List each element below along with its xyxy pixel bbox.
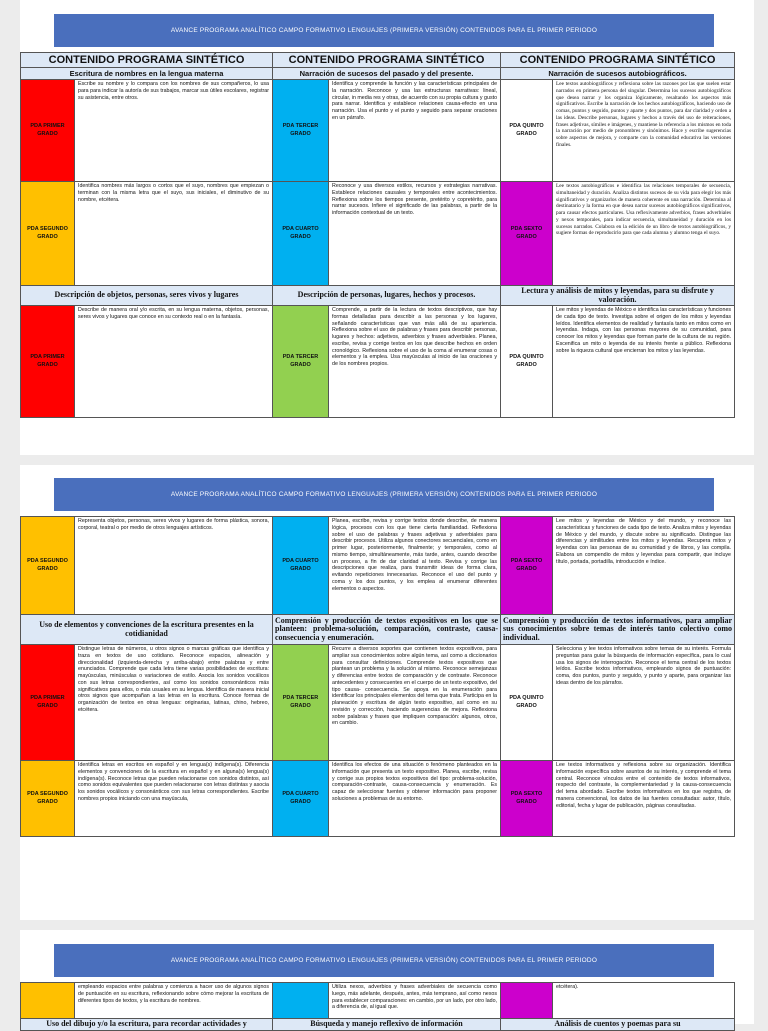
pda-text: Recurre a diversos soportes que contienen textos expositivos, para ampliar sus conocimientos sobre algún tema, así como a diccionarios para consultar definiciones. Comprende textos expositivos que plantean un problema y la solución al mismo. Reconoce semejanzas y diferencias entre textos de comparación y de contraste. Reconoce antecedentes y consecuentes en el cuerpo de un texto expositivo, del tipo causa- consecuencia. Se apoya en la enumeración para identificar los principales elementos del tema que trata. Participa en la planeación y escritura de algún texto expositivo, así como en su revisión y corrección, haciendo sugerencias de mejora. Reflexiona sobre palabras y frases que impliquen comparación: algunos, otros, en cambio. <box>329 645 501 761</box>
content-table-1 <box>20 52 735 418</box>
pda-text: Planea, escribe, revisa y corrige textos donde describe, de manera lógica, procesos con los que tiene cierta familiaridad. Reflexiona sobre el uso de palabras y frases adjetivas y adverbiales para describir procesos. Utiliza algunos conectores secuenciales, como en primer lugar, posteriormente, finalmente; y temporales, como al mismo tiempo, simultáneamente, más tarde, antes, cuando describe un proceso, a fin de dar claridad al texto. Revisa y corrige las descripciones que realiza, para transmitir ideas de forma clara, evitando repeticiones innecesarias. Reconoce el uso del punto y coma y los dos puntos, y los emplea al enumerar diferentes elementos o aspectos. <box>329 517 501 615</box>
pda-label: PDA QUINTO GRADO <box>501 306 553 418</box>
pda-label: PDA SEXTO GRADO <box>501 517 553 615</box>
pda-text: Reconoce y usa diversos estilos, recursos y estrategias narrativas. Establece relaciones causales y temporales entre acontecimientos. Reflexiona sobre los tiempos presente, pretérito y copretérito, para narrar sucesos. Infiere el significado de las palabras, a partir de la información contextual de un texto. <box>329 182 501 286</box>
pda-text: empleando espacios entre palabras y comienza a hacer uso de algunos signos de puntuación en su escritura, reflexionando sobre cómo mejorar la escritura de diferentes tipos de textos, y la escritura de nombres. <box>75 983 273 1019</box>
pda-text: Identifica los efectos de una situación o fenómeno planteados en la información que presenta un texto expositivo. Planea, escribe, revisa y corrige sus propios textos expositivos del tipo: problema-solución, comparación-contraste, causa-consecuencia y enumeración. Es capaz de seleccionar fuentes y obtener información para proponer soluciones a problemas de su entorno. <box>329 761 501 837</box>
page-banner: AVANCE PROGRAMA ANALÍTICO CAMPO FORMATIVO LENGUAJES (PRIMERA VERSIÓN) CONTENIDOS PARA EL PRIMER PERIODO <box>54 478 714 511</box>
pda-text: Utiliza nexos, adverbios y frases adverbiales de secuencia como luego, más adelante, después, antes, más temprano, así como nexos para establecer comparaciones: en cambio, por un lado, por otro lado, a diferencia de, al igual que. <box>329 983 501 1019</box>
content-title: Análisis de cuentos y poemas para su <box>501 1019 735 1031</box>
pda-label: PDA TERCER GRADO <box>273 645 329 761</box>
pda-label: PDA SEGUNDO GRADO <box>21 517 75 615</box>
pda-color-cell <box>501 983 553 1019</box>
pda-label: PDA SEXTO GRADO <box>501 182 553 286</box>
pda-text: Lee textos autobiográficos e identifica las relaciones temporales de secuencia, simultaneidad y duración. Analiza distintos sucesos de su vida para elegir los más significativos y organizarlos de manera coherente en una narración. Determina al destinatario y la forma en que desea narrar sucesos autobiográficos significativos, para causar efectos particulares. Usa reflexivamente adverbios, frases adverbiales y nexos temporales, para indicar secuencia, simultaneidad y duración en los sucesos narrados. Colabora en la edición de un libro de textos autobiográficos, y sugiere formas de reproducirlo para que cada alumna y alumno tenga el suyo. <box>553 182 735 286</box>
pda-label: PDA QUINTO GRADO <box>501 645 553 761</box>
content-subheader: Escritura de nombres en la lengua materna <box>21 68 273 80</box>
pda-text: Lee mitos y leyendas de México y del mundo, y reconoce las características y funciones de cada tipo de texto. Analiza mitos y leyendas de México y del mundo, y discute sobre su significado. Distingue las diferencias y similitudes entre los mitos y leyendas. Recupera mitos y leyendas con las personas de su comunidad y de libros, y las compila. Elabora un compendio de mitos y leyendas para compartir, que incluye título, portada, portadilla, introducción e índice. <box>553 517 735 615</box>
pda-label: PDA PRIMER GRADO <box>21 306 75 418</box>
pda-label: PDA SEGUNDO GRADO <box>21 761 75 837</box>
content-subheader: Narración de sucesos del pasado y del presente. <box>273 68 501 80</box>
content-table-2 <box>20 516 735 837</box>
pda-text: Representa objetos, personas, seres vivos y lugares de forma plástica, sonora, corporal, teatral o por medio de otros lenguajes artísticos. <box>75 517 273 615</box>
pda-text: Identifica nombres más largos o cortos que el suyo, nombres que empiezan o terminan con la misma letra que el suyo, sus iniciales, el diminutivo de su nombre, etcétera. <box>75 182 273 286</box>
column-header: CONTENIDO PROGRAMA SINTÉTICO <box>21 53 273 68</box>
content-title: Comprensión y producción de textos expositivos en los que se planteen: problema-solución, comparación, contraste, causa-consecuencia y enumeración. <box>273 615 501 645</box>
content-title: Descripción de personas, lugares, hechos y procesos. <box>273 286 501 306</box>
column-header: CONTENIDO PROGRAMA SINTÉTICO <box>273 53 501 68</box>
pda-text: Lee textos informativos y reflexiona sobre su organización. Identifica información específica sobre asuntos de su interés, y comprende el tema central. Reconoce vínculos entre el contenido de textos informativos, respecto del contraste, la complementariedad y la causa-consecuencia del tema abordado. Escribe textos informativos en los que registra, de manera convencional, los datos de las fuentes consultadas: autor, título, editorial, fecha y lugar de publicación, páginas consultadas. <box>553 761 735 837</box>
pda-label: PDA CUARTO GRADO <box>273 761 329 837</box>
pda-label: PDA TERCER GRADO <box>273 80 329 182</box>
pda-text: Lee textos autobiográficos y reflexiona sobre las razones por las que suelen estar narrados en primera persona del singular. Determina los sucesos autobiográficos que desea narrar y los organiza lógicamente, resaltando los aspectos más significativos. Escribe la narración de los hechos autobiográficos, haciendo uso de comas, puntos y seguido, puntos y aparte y dos puntos, para dar claridad y orden a las ideas. Describe personas, lugares y hechos a través del uso de reiteraciones, frases adjetivas, símiles e imágenes, y mantiene la referencia a los mismos en toda la narración por medio de pronombres y sinónimos. Hace y escribe sugerencias sobre aspectos de mejora, y comparte con la comunidad educativa las versiones finales. <box>553 80 735 182</box>
pda-text: Selecciona y lee textos informativos sobre temas de su interés. Formula preguntas para guiar la búsqueda de información específica, para lo cual usa los signos de interrogación. Reconoce el tema central de los textos leídos. Escribe textos informativos, empleando signos de puntuación: coma, dos puntos, punto y seguido, y punto y aparte, para organizar las ideas dentro de los párrafos. <box>553 645 735 761</box>
content-title: Uso de elementos y convenciones de la escritura presentes en la cotidianidad <box>21 615 273 645</box>
page-banner: AVANCE PROGRAMA ANALÍTICO CAMPO FORMATIVO LENGUAJES (PRIMERA VERSIÓN) CONTENIDOS PARA EL PRIMER PERIODO <box>54 944 714 977</box>
pda-text: Distingue letras de números, u otros signos o marcas gráficas que identifica y traza en textos de uso cotidiano. Reconoce espacios, alineación y direccionalidad (izquierda-derecha y arriba-abajo) entre palabras y entre enunciados. Comprende que cada letra tiene varias posibilidades de escritura: mayúsculas, minúsculas o variaciones de estilo. Asocia los sonidos vocálicos con sus letras correspondientes, así como los sonidos consonánticos más significativos para ellos, o más usuales en su lengua. Identifica de manera inicial otros signos que acompañan a las letras en la escritura. Conoce formas de organización de textos en otras lenguas: originarias, latinas, chino, hebreo, etcétera. <box>75 645 273 761</box>
pda-label: PDA CUARTO GRADO <box>273 517 329 615</box>
pda-label: PDA SEGUNDO GRADO <box>21 182 75 286</box>
pda-text: etcétera). <box>553 983 735 1019</box>
column-header: CONTENIDO PROGRAMA SINTÉTICO <box>501 53 735 68</box>
pda-text: Comprende, a partir de la lectura de textos descriptivos, que hay formas detalladas para describir a las personas y los lugares, señalando características que van más allá de su apariencia. Reflexiona sobre el uso de palabras y frases para describir personas, lugares y hechos: adjetivos, adverbios y frases adverbiales. Planea, escribe, revisa y corrige textos en los que describe hechos en orden cronológico. Reflexiona sobre el uso de la coma al enumerar cosas o elementos y la emplea. Usa mayúsculas al inicio de las oraciones y de los nombres propios. <box>329 306 501 418</box>
page-banner: AVANCE PROGRAMA ANALÍTICO CAMPO FORMATIVO LENGUAJES (PRIMERA VERSIÓN) CONTENIDOS PARA EL PRIMER PERIODO <box>54 14 714 47</box>
content-title: Comprensión y producción de textos informativos, para ampliar sus conocimientos sobre temas de interés tanto colectivo como individual. <box>501 615 735 645</box>
pda-text: Escribe su nombre y lo compara con los nombres de sus compañeros, lo usa para para indicar la autoría de sus trabajos, marcar sus útiles escolares, registrar su asistencia, entre otros. <box>75 80 273 182</box>
pda-text: Identifica y comprende la función y las características principales de la narración. Reconoce y usa las estructuras narrativas: lineal, circular, in media res y otras, de acuerdo con su propia cultura y gusto para narrar. Identifica y establece relaciones causa-efecto en una narración. Usa el punto y el punto y seguido para separar oraciones en un párrafo. <box>329 80 501 182</box>
pda-label: PDA CUARTO GRADO <box>273 182 329 286</box>
pda-label: PDA PRIMER GRADO <box>21 645 75 761</box>
pda-text: Describe de manera oral y/o escrita, en su lengua materna, objetos, personas, seres vivos y lugares que conoce en su contexto real o en la fantasía. <box>75 306 273 418</box>
pda-text: Identifica letras en escritos en español y en lengua(s) indígena(s). Diferencia elementos y convenciones de la escritura en español y en alguna(s) lengua(s) indígena(s). Reconoce letras que pueden relacionarse con sonidos distintos, así como sonidos equivalentes que pueden relacionarse con letras distintas y asocia los sonidos vocálicos y consonánticos con sus letras correspondientes. Escribe nombres propios iniciando con una mayúscula, <box>75 761 273 837</box>
content-title: Búsqueda y manejo reflexivo de información <box>273 1019 501 1031</box>
content-subheader: Narración de sucesos autobiográficos. <box>501 68 735 80</box>
pda-color-cell <box>273 983 329 1019</box>
pda-text: Lee mitos y leyendas de México e identifica las características y funciones de cada tipo de texto. Investiga sobre el origen de los mitos y leyendas leídos. Identifica elementos de realidad y fantasía tanto en mitos como en leyendas. Indaga, con las personas mayores de su comunidad, para conocer los mitos y leyendas que forman parte de la cultura de su región. Escenifica un mito o leyenda de su interés frente a público. Reflexiona sobre la riqueza cultural que encierran los mitos y las leyendas. <box>553 306 735 418</box>
pda-label: PDA SEXTO GRADO <box>501 761 553 837</box>
content-title: Descripción de objetos, personas, seres vivos y lugares <box>21 286 273 306</box>
content-title: Lectura y análisis de mitos y leyendas, para su disfrute y valoración. <box>501 286 735 306</box>
pda-label: PDA PRIMER GRADO <box>21 80 75 182</box>
pda-color-cell <box>21 983 75 1019</box>
pda-label: PDA QUINTO GRADO <box>501 80 553 182</box>
pda-label: PDA TERCER GRADO <box>273 306 329 418</box>
content-title: Uso del dibujo y/o la escritura, para recordar actividades y <box>21 1019 273 1031</box>
